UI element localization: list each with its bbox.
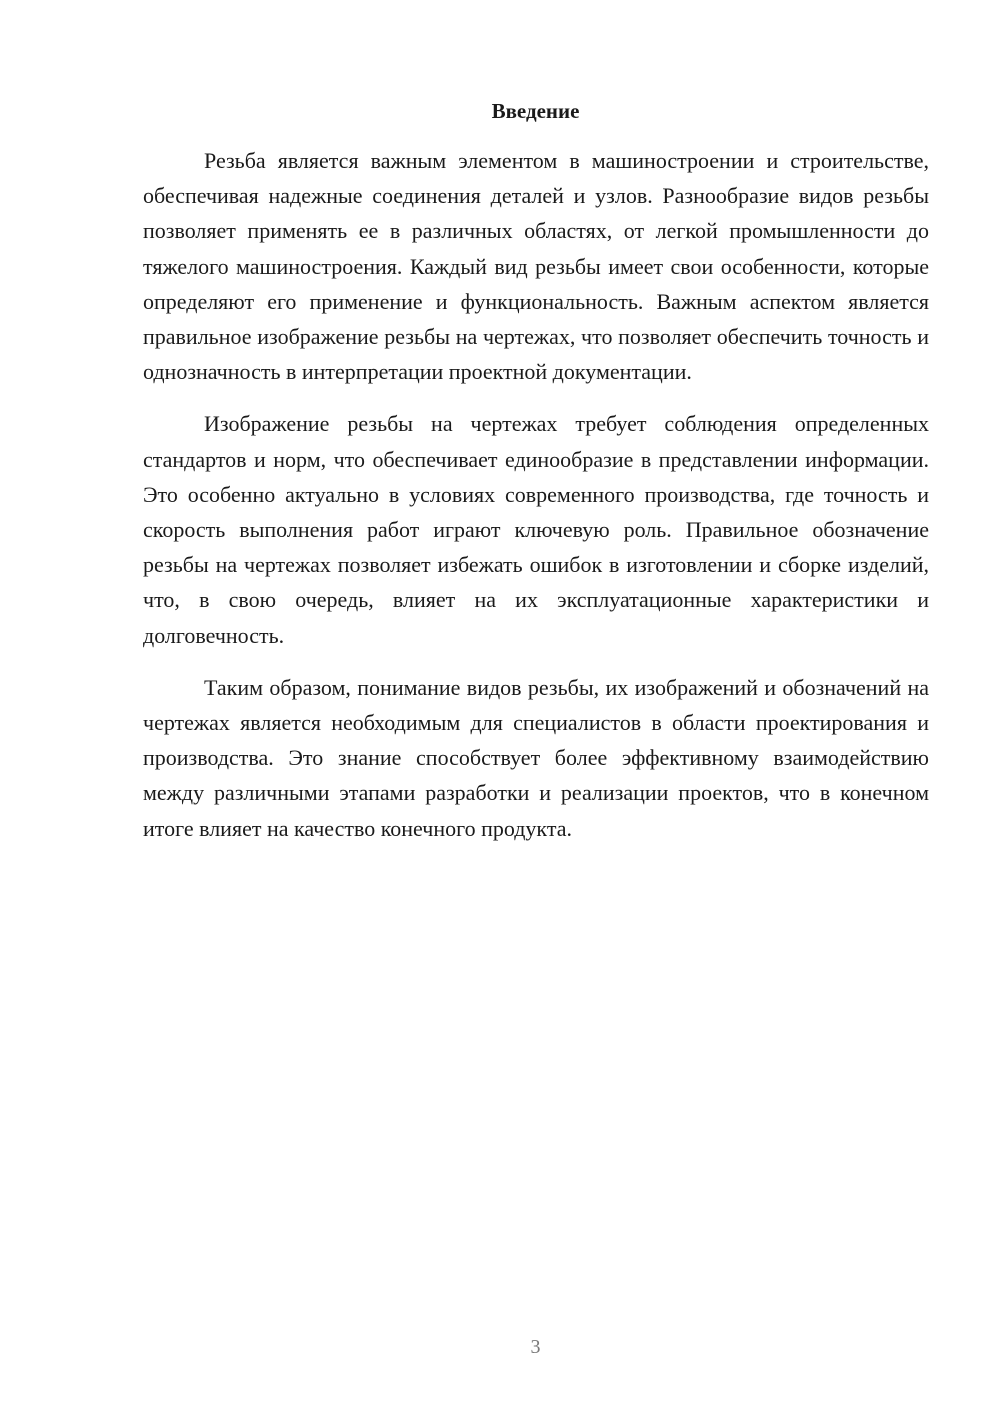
paragraph: Изображение резьбы на чертежах требует соблюдения определенных стандартов и норм, что обеспечивает единообразие в представлении информации. Это особенно актуально в условиях современного производства, где точность и скорость выполнения работ играют ключевую роль. Правильное обозначение резьбы на чертежах позволяет избежать ошибок в изготовлении и сборке изделий, что, в свою очередь, влияет на их эксплуатационные характеристики и долговечность. xyxy=(143,411,929,648)
paragraph: Резьба является важным элементом в машиностроении и строительстве, обеспечивая надежные соединения деталей и узлов. Разнообразие видов резьбы позволяет применять ее в различных областях, от легкой промышленности до тяжелого машиностроения. Каждый вид резьбы имеет свои особенности, которые определяют его применение и функциональность. Важным аспектом является правильное изображение резьбы на чертежах, что позволяет обеспечить точность и однозначность в интерпретации проектной документации. xyxy=(143,148,929,385)
section-heading: Введение xyxy=(491,99,580,123)
body-text xyxy=(143,143,929,846)
paragraph: Таким образом, понимание видов резьбы, их изображений и обозначений на чертежах является необходимым для специалистов в области проектирования и производства. Это знание способствует более эффективному взаимодействию между различными этапами разработки и реализации проектов, что в конечном итоге влияет на качество конечного продукта. xyxy=(143,674,929,841)
page-number: 3 xyxy=(530,1336,541,1358)
